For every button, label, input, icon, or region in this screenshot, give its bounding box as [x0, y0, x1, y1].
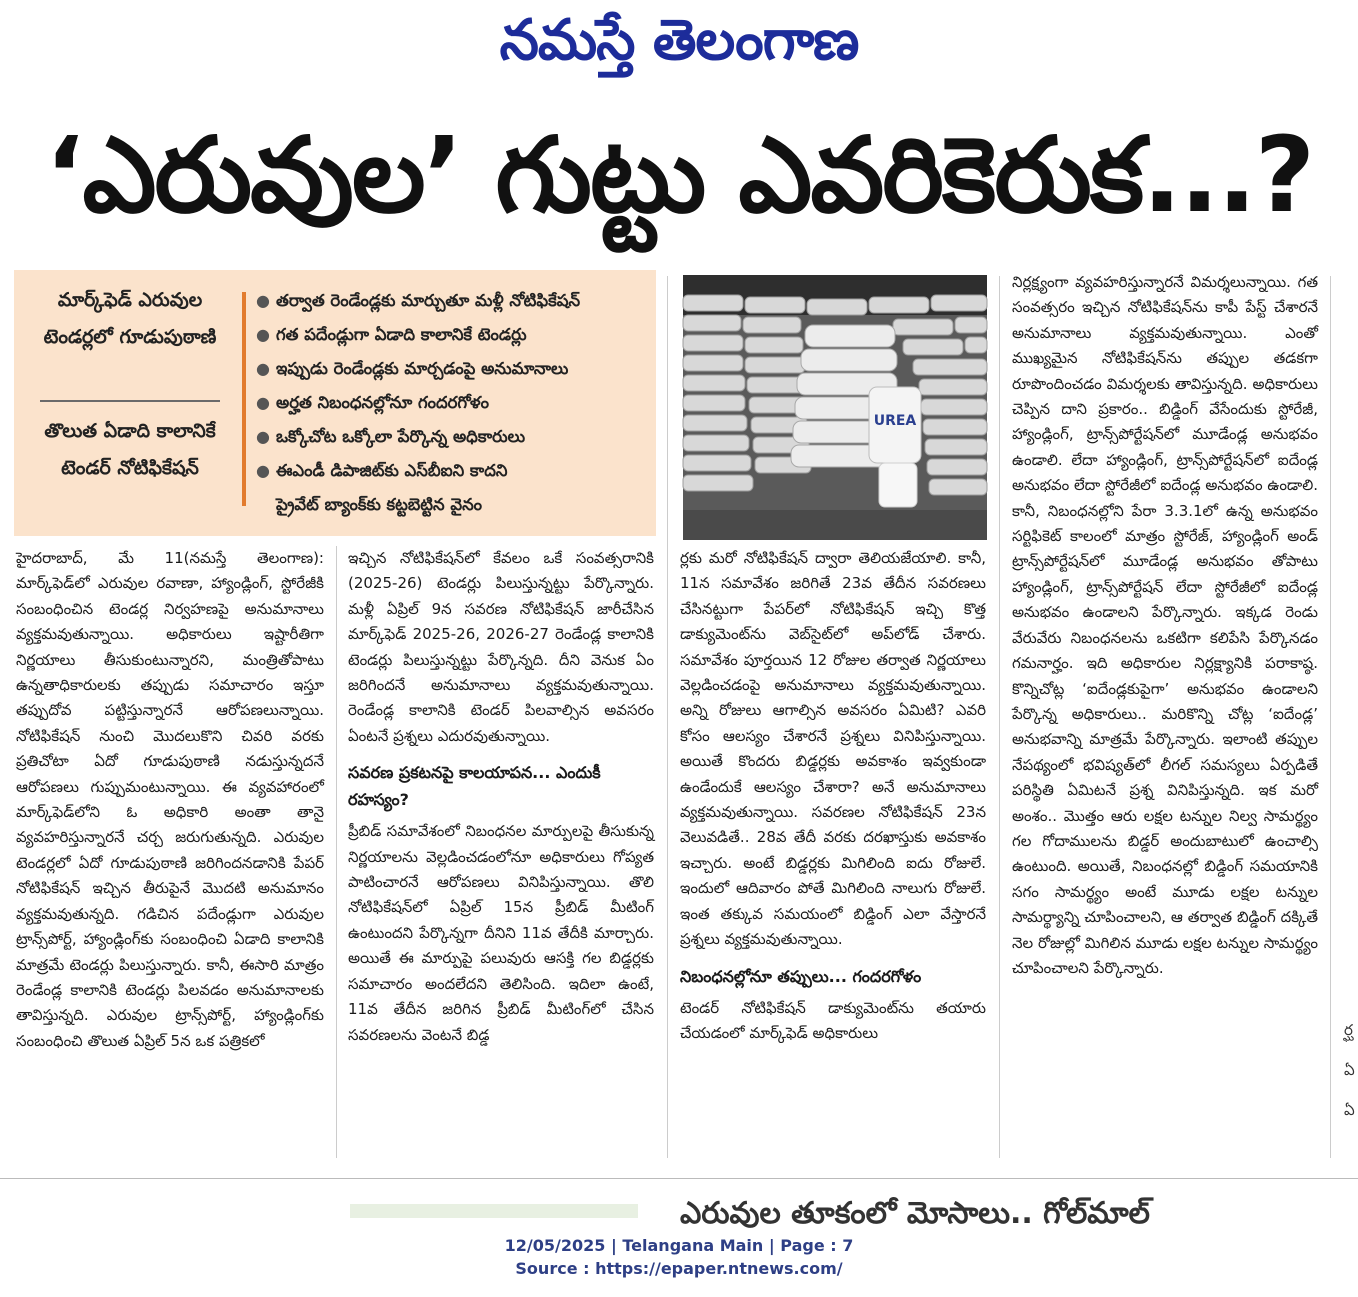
page-divider: [0, 1178, 1358, 1179]
subheading-amendment: సవరణ ప్రకటనపై కాలయాపన... ఎందుకీ రహస్యం?: [348, 763, 601, 810]
bullet-item-continuation: ప్రైవేట్ బ్యాంక్‌కు కట్టబెట్టిన వైనం: [276, 495, 483, 514]
bullet-icon: ●: [256, 393, 270, 412]
highlight-box: [14, 270, 656, 536]
bullet-item: ● అర్హత నిబంధనల్లోనూ గందరగోళం: [254, 386, 654, 420]
next-article-strip: [350, 1204, 638, 1218]
article-paragraph: టెండర్ నోటిఫికేషన్ డాక్యుమెంట్‌ను తయారు చేయడంలో మార్క్‌ఫెడ్ అధికారులు: [680, 998, 986, 1042]
bullet-icon: ●: [256, 325, 270, 344]
column-rule: [1330, 276, 1331, 1158]
article-column-1: [16, 546, 324, 1156]
article-paragraph: హైదరాబాద్, మే 11(నమస్తే తెలంగాణ): మార్క్‌ఫెడ్‌లో ఎరువుల రవాణా, హ్యాండ్లింగ్, స్టోరేజీకి సంబంధించిన టెండర్ల నిర్వహణపై అనుమానాలు వ్యక్తమవుతున్నాయి. అధికారులు ఇష్టారీతిగా నిర్ణయాలు తీసుకుంటున్నారని, మంత్రితోపాటు ఉన్నతాధికారులకు తప్పుడు సమాచారం ఇస్తూ తప్పుదోవ పట్టిస్తున్నారనే ఆరోపణలున్నాయి. నోటిఫికేషన్ నుంచి మొదలుకొని చివరి వరకు ప్రతిచోటా ఏదో గూడుపుఠాణి నడుస్తున్నదనే ఆరోపణలు గుప్పుమంటున్నాయి. ఈ వ్యవహారంలో మార్క్‌ఫెడ్‌లోని ఓ అధికారి అంతా తానై వ్యవహరిస్తున్నారనే చర్చ జరుగుతున్నది. ఎరువుల టెండర్లలో ఏదో గూడుపుఠాణి జరిగిందనడానికి పేపర్ నోటిఫికేషన్ ఇచ్చిన తీరుపైనే మొదటి అనుమానం వ్యక్తమవుతున్నది. గడిచిన పదేండ్లుగా ఎరువుల ట్రాన్స్‌పోర్ట్, హ్యాండ్లింగ్‌కు సంబంధించి ఏడాది కాలానికి మాత్రమే టెండర్లు పిలుస్తున్నారు. కానీ, ఈసారి మాత్రం రెండేండ్ల కాలానికి టెండర్లు పిలవడం అనుమానాలకు తావిస్తున్నది. ఎరువుల ట్రాన్స్‌పోర్ట్, హ్యాండ్లింగ్‌కు సంబంధించి తొలుత ఏప్రిల్ 5న ఒక పత్రికలో: [16, 549, 324, 1050]
article-paragraph: నిర్లక్ష్యంగా వ్యవహరిస్తున్నారనే విమర్శలున్నాయి. గత సంవత్సరం ఇచ్చిన నోటిఫికేషన్‌ను కాపీ పేస్ట్ చేశారనే అనుమానాలు వ్యక్తమవుతున్నాయి. ఎంతో ముఖ్యమైన నోటిఫికేషన్‌ను తప్పుల తడకగా రూపొందించడం విమర్శలకు తావిస్తున్నది. అధికారులు చెప్పిన దాని ప్రకారం.. బిడ్డింగ్ వేసేందుకు స్టోరేజీ, హ్యాండ్లింగ్, ట్రాన్స్‌పోర్టేషన్‌లో మూడేండ్ల అనుభవం ఉండాలి. లేదా హ్యాండ్లింగ్, ట్రాన్స్‌పోర్టేషన్‌లో ఐదేండ్ల అనుభవం లేదా స్టోరేజీలో ఐదేండ్ల అనుభవం ఉండాలి. కానీ, నిబంధనల్లోని పేరా 3.3.1లో ఉన్న అనుభవం సర్టిఫికెట్ కాలంలో మాత్రం స్టోరేజ్, హ్యాండ్లింగ్ అండ్ ట్రాన్స్‌పోర్టేషన్‌లో మూడేండ్ల అనుభవం తోపాటు హ్యాండ్లింగ్, ట్రాన్స్‌పోర్టేషన్ లేదా స్టోరేజీలో ఐదేండ్ల అనుభవం ఉండాలని పేర్కొన్నారు. ఇక్కడ రెండు వేరువేరు నిబంధనలను ఒకటిగా కలిపేసి పేర్కొనడం గమనార్హం. ఇది అధికారుల నిర్లక్ష్యానికి పరాకాష్ఠ. కొన్నిచోట్ల ‘ఐదేండ్లకుపైగా’ అనుభవం ఉండాలని పేర్కొన్న అధికారులు.. మరికొన్ని చోట్ల ‘ఐదేండ్ల’ అనుభవాన్ని మాత్రమే పేర్కొన్నారు. ఇలాంటి తప్పుల నేపథ్యంలో భవిష్యత్‌లో లీగల్ సమస్యలు ఏర్పడితే పరిస్థితి ఏమిటనే ప్రశ్న వినిపిస్తున్నది. ఇక మరో అంశం.. మొత్తం ఆరు లక్షల టన్నుల నిల్వ సామర్థ్యం గల గోదాములను బిడ్డర్ అందుబాటులో ఉంచాల్సి ఉంటుంది. అయితే, నిబంధనల్లో బిడ్డింగ్ సమయానికి సగం సామర్థ్యం అంటే మూడు లక్షల టన్నుల సామర్థ్యాన్ని చూపించాలని, ఆ తర్వాత బిడ్డింగ్ దక్కితే నెల రోజుల్లో మిగిలిన మూడు లక్షల టన్నుల సామర్థ్యం చూపించాలని పేర్కొన్నారు.: [1012, 273, 1318, 977]
masthead-title: నమస్తే తెలంగాణ: [499, 8, 859, 73]
highlight-summary: [14, 270, 236, 536]
highlight-summary-2: తొలుత ఏడాది కాలానికే టెండర్ నోటిఫికేషన్: [44, 420, 216, 479]
article-column-4: [1012, 270, 1318, 1156]
bullet-item: ● ఇప్పుడు రెండేండ్లకు మార్చడంపై అనుమానాలు: [254, 352, 654, 386]
footer-edition-info: 12/05/2025 | Telangana Main | Page : 7: [504, 1236, 854, 1255]
highlight-accent-line: [242, 292, 246, 506]
fertilizer-bags-illustration: [683, 275, 987, 540]
column-rule: [667, 276, 668, 1158]
next-article-headline-fragment: [680, 1196, 1296, 1231]
bullet-item: ● గత పదేండ్లుగా ఏడాది కాలానికే టెండర్లు: [254, 318, 654, 352]
bag-label: UREA: [873, 413, 917, 429]
bullet-item: ● ఈఎండీ డిపాజిట్‌కు ఎస్‌బీఐని కాదని: [254, 454, 654, 488]
main-headline: ‘ఎరువుల’ గుట్టు ఎవరికెరుక...?: [44, 114, 1314, 236]
article-column-2: [348, 546, 654, 1156]
adjacent-article-fragment: ర్ఘ ఏ ఏ: [1344, 1021, 1355, 1119]
column-rule: [999, 276, 1000, 1158]
article-column-3: [680, 546, 986, 1156]
subheading-rules: నిబంధనల్లోనూ తప్పులు... గందరగోళం: [680, 966, 922, 986]
fertilizer-bags-photo: [683, 275, 987, 540]
article-paragraph: ర్లకు మరో నోటిఫికేషన్ ద్వారా తెలియజేయాలి. కానీ, 11న సమావేశం జరిగితే 23వ తేదీన సవరణలు చేసినట్టుగా పేపర్‌లో నోటిఫికేషన్ ఇచ్చి కొత్త డాక్యుమెంట్‌ను వెబ్‌సైట్‌లో అప్‌లోడ్ చేశారు. సమావేశం పూర్తయిన 12 రోజుల తర్వాత నిర్ణయాలు వెల్లడించడంపై అనుమానాలు వ్యక్తమవుతున్నాయి. అన్ని రోజులు ఆగాల్సిన అవసరం ఏమిటి? ఎవరి కోసం ఆలస్యం చేశారనే ప్రశ్నలు వినిపిస్తున్నాయి. అయితే కొందరు బిడ్డర్లకు అవకాశం ఇవ్వకుండా ఉండేందుకే ఆలస్యం చేశారా? అనే అనుమానాలు వ్యక్తమవుతున్నాయి. సవరణల నోటిఫికేషన్ 23న వెలువడితే.. 28వ తేదీ వరకు దరఖాస్తుకు అవకాశం ఇచ్చారు. అంటే బిడ్డర్లకు మిగిలింది ఐదు రోజులే. ఇందులో ఆదివారం పోతే మిగిలింది నాలుగు రోజులే. ఇంత తక్కువ సమయంలో బిడ్డింగ్ ఎలా వేస్తారనే ప్రశ్నలు వ్యక్తమవుతున్నాయి.: [680, 549, 986, 949]
highlight-summary-1: మార్క్‌ఫెడ్ ఎరువుల టెండర్లలో గూడుపుఠాణి: [43, 289, 217, 348]
footer-source-link[interactable]: Source : https://epaper.ntnews.com/: [515, 1259, 843, 1278]
article-paragraph: ఇచ్చిన నోటిఫికేషన్‌లో కేవలం ఒకే సంవత్సరానికి (2025-26) టెండర్లు పిలుస్తున్నట్టు పేర్కొన్నారు. మళ్లీ ఏప్రిల్ 9న సవరణ నోటిఫికేషన్ జారీచేసిన మార్క్‌ఫెడ్ 2025-26, 2026-27 రెండేండ్ల కాలానికి టెండర్లు పిలుస్తున్నట్టు పేర్కొన్నది. దీని వెనుక ఏం జరిగిందనే అనుమానాలు వ్యక్తమవుతున్నాయి. రెండేండ్ల కాలానికి టెండర్ పిలవాల్సిన అవసరం ఏంటనే ప్రశ్నలు ఎదురవుతున్నాయి.: [348, 549, 654, 745]
highlight-separator: [40, 400, 220, 402]
bullet-icon: ●: [256, 291, 270, 310]
highlight-bullet-list: [254, 284, 654, 522]
bullet-icon: ●: [256, 427, 270, 446]
bullet-item: ● ఒక్కోచోట ఒక్కోలా పేర్కొన్న అధికారులు: [254, 420, 654, 454]
bullet-icon: ●: [256, 461, 270, 480]
article-paragraph: ప్రీబిడ్ సమావేశంలో నిబంధనల మార్పులపై తీసుకున్న నిర్ణయాలను వెల్లడించడంలోనూ అధికారులు గోప్యత పాటించారనే ఆరోపణలు వినిపిస్తున్నాయి. తొలి నోటిఫికేషన్‌లో ఏప్రిల్ 15న ప్రీబిడ్ మీటింగ్ ఉంటుందని పేర్కొన్నగా దీనిని 11వ తేదీకి మార్చారు. అయితే ఈ మార్పుపై పలువురు ఆసక్తి గల బిడ్డర్లకు సమాచారం అందలేదని తెలిసింది. ఇదిలా ఉంటే, 11వ తేదీన జరిగిన ప్రీబిడ్ మీటింగ్‌లో చేసిన సవరణలను వెంటనే బిడ్డ: [348, 822, 654, 1044]
bullet-icon: ●: [256, 359, 270, 378]
bullet-item: ● తర్వాత రెండేండ్లకు మార్చుతూ మళ్లీ నోటిఫికేషన్: [254, 284, 654, 318]
next-article-headline-text: ఎరువుల తూకంలో మోసాలు.. గోల్‌మాల్: [680, 1196, 1150, 1231]
column-rule: [336, 546, 337, 1158]
